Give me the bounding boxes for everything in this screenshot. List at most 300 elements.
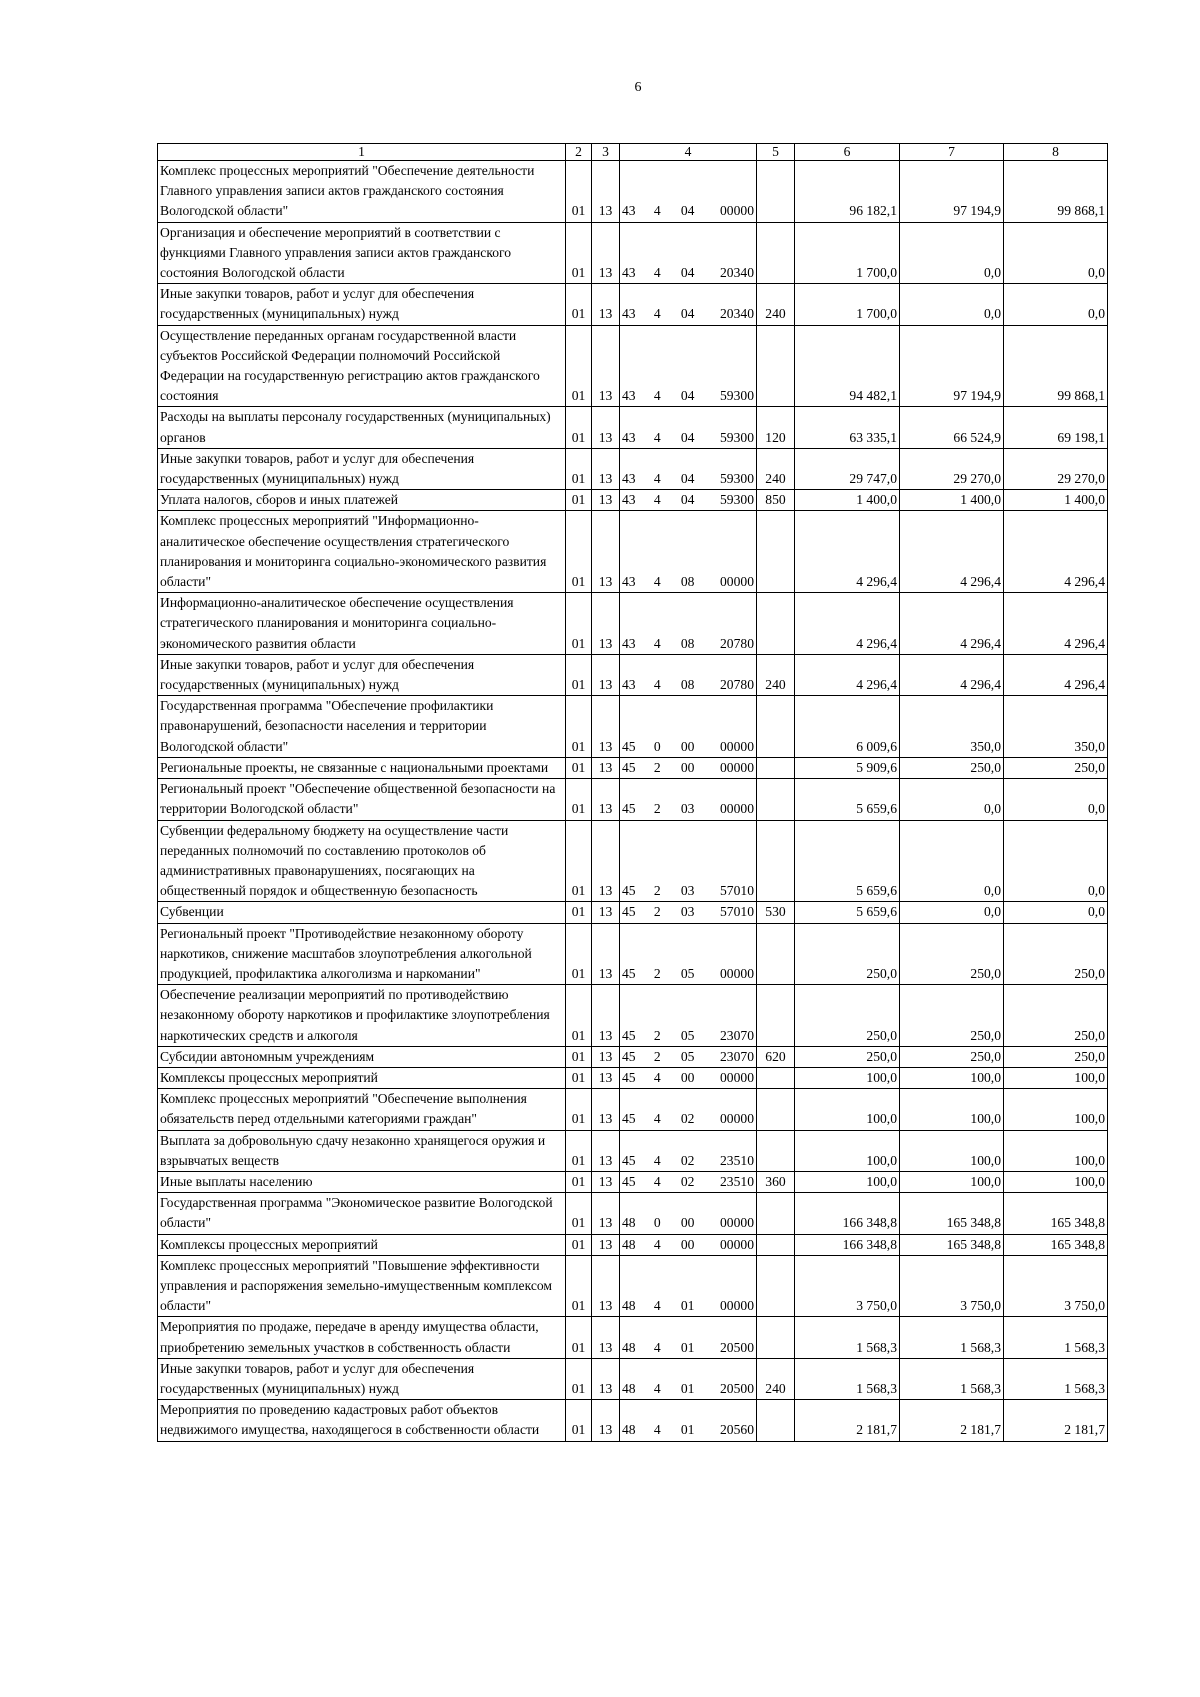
target-article-cell (620, 1400, 757, 1441)
subprogram-code: 4 (653, 1069, 661, 1085)
amount-year-3-cell: 99 868,1 (1004, 161, 1108, 223)
amount-year-3-cell: 4 296,4 (1004, 654, 1108, 695)
event-code: 08 (680, 677, 695, 693)
amount-year-3-cell: 4 296,4 (1004, 593, 1108, 655)
subprogram-code: 4 (653, 203, 661, 219)
amount-year-1-cell: 4 296,4 (795, 654, 900, 695)
header-cell: 5 (757, 144, 795, 161)
expense-type-cell (757, 1400, 795, 1441)
subsection-code-cell: 13 (592, 448, 620, 489)
subsection-code-cell: 13 (592, 1089, 620, 1130)
program-code: 45 (622, 904, 636, 920)
table-row (158, 696, 1108, 758)
subprogram-code: 2 (653, 1027, 661, 1043)
direction-code: 20560 (720, 1422, 754, 1438)
table-row (158, 222, 1108, 284)
expense-type-cell (757, 985, 795, 1047)
subsection-code-cell: 13 (592, 696, 620, 758)
target-article-cell (620, 1234, 757, 1255)
subsection-code-cell: 13 (592, 593, 620, 655)
table-row (158, 1193, 1108, 1234)
program-code: 45 (622, 1069, 636, 1085)
table-row (158, 490, 1108, 511)
section-code-cell: 01 (566, 593, 592, 655)
direction-code: 00000 (720, 801, 754, 817)
direction-code: 23510 (720, 1152, 754, 1168)
expense-type-cell: 240 (757, 448, 795, 489)
program-code: 48 (622, 1298, 636, 1314)
program-code: 48 (622, 1380, 636, 1396)
table-row (158, 161, 1108, 223)
table-row (158, 902, 1108, 923)
direction-code: 20500 (720, 1339, 754, 1355)
amount-year-2-cell: 250,0 (900, 1046, 1004, 1067)
target-article-cell (620, 1171, 757, 1192)
target-article-cell (620, 284, 757, 325)
subprogram-code: 4 (653, 388, 661, 404)
direction-code: 20340 (720, 265, 754, 281)
direction-code: 00000 (720, 759, 754, 775)
target-article-cell (620, 1358, 757, 1399)
subprogram-code: 2 (653, 759, 661, 775)
table-row (158, 1067, 1108, 1088)
program-code: 43 (622, 429, 636, 445)
target-article-cell (620, 490, 757, 511)
subsection-code-cell: 13 (592, 325, 620, 407)
section-code-cell: 01 (566, 654, 592, 695)
amount-year-1-cell: 166 348,8 (795, 1234, 900, 1255)
subprogram-code: 4 (653, 1422, 661, 1438)
amount-year-2-cell: 165 348,8 (900, 1234, 1004, 1255)
amount-year-1-cell: 1 568,3 (795, 1358, 900, 1399)
event-code: 02 (680, 1152, 695, 1168)
direction-code: 00000 (720, 1069, 754, 1085)
subsection-code-cell: 13 (592, 1400, 620, 1441)
amount-year-1-cell: 1 700,0 (795, 284, 900, 325)
table-row (158, 779, 1108, 820)
table-row (158, 284, 1108, 325)
table-row (158, 1171, 1108, 1192)
program-code: 45 (622, 1173, 636, 1189)
program-code: 45 (622, 801, 636, 817)
program-code: 43 (622, 574, 636, 590)
direction-code: 59300 (720, 388, 754, 404)
subsection-code-cell: 13 (592, 779, 620, 820)
amount-year-1-cell: 100,0 (795, 1171, 900, 1192)
table-row (158, 1317, 1108, 1358)
program-code: 45 (622, 883, 636, 899)
target-article-cell (620, 222, 757, 284)
amount-year-1-cell: 96 182,1 (795, 161, 900, 223)
amount-year-3-cell: 69 198,1 (1004, 407, 1108, 448)
table-row (158, 757, 1108, 778)
amount-year-3-cell: 0,0 (1004, 902, 1108, 923)
expense-type-cell (757, 325, 795, 407)
subsection-code-cell: 13 (592, 1193, 620, 1234)
expense-type-cell (757, 1317, 795, 1358)
amount-year-1-cell: 5 909,6 (795, 757, 900, 778)
section-code-cell: 01 (566, 1046, 592, 1067)
event-code: 04 (680, 388, 695, 404)
section-code-cell: 01 (566, 1171, 592, 1192)
expense-name-cell: Мероприятия по проведению кадастровых работ объектов недвижимого имущества, находящегося в собственности области (158, 1400, 566, 1441)
event-code: 00 (680, 738, 695, 754)
direction-code: 00000 (720, 965, 754, 981)
expense-name-cell: Иные выплаты населению (158, 1171, 566, 1192)
program-code: 45 (622, 1048, 636, 1064)
expense-name-cell: Государственная программа "Обеспечение профилактики правонарушений, безопасности населения и территории Вологодской области" (158, 696, 566, 758)
expense-name-cell: Иные закупки товаров, работ и услуг для обеспечения государственных (муниципальных) нужд (158, 654, 566, 695)
event-code: 02 (680, 1111, 695, 1127)
program-code: 43 (622, 471, 636, 487)
event-code: 00 (680, 1236, 695, 1252)
amount-year-2-cell: 97 194,9 (900, 161, 1004, 223)
expense-type-cell (757, 511, 795, 593)
amount-year-2-cell: 0,0 (900, 820, 1004, 902)
target-article-cell (620, 757, 757, 778)
target-article-cell (620, 923, 757, 985)
table-row (158, 1089, 1108, 1130)
program-code: 43 (622, 306, 636, 322)
section-code-cell: 01 (566, 985, 592, 1047)
budget-table (157, 143, 1108, 1442)
event-code: 00 (680, 1069, 695, 1085)
amount-year-1-cell: 63 335,1 (795, 407, 900, 448)
subprogram-code: 0 (653, 1215, 661, 1231)
event-code: 02 (680, 1173, 695, 1189)
expense-name-cell: Обеспечение реализации мероприятий по противодействию незаконному обороту наркотиков и профилактике злоупотребления наркотических средств и алкоголя (158, 985, 566, 1047)
amount-year-3-cell: 100,0 (1004, 1130, 1108, 1171)
event-code: 04 (680, 203, 695, 219)
direction-code: 00000 (720, 574, 754, 590)
section-code-cell: 01 (566, 923, 592, 985)
table-row (158, 820, 1108, 902)
subsection-code-cell: 13 (592, 490, 620, 511)
expense-type-cell (757, 923, 795, 985)
amount-year-3-cell: 0,0 (1004, 820, 1108, 902)
subprogram-code: 2 (653, 965, 661, 981)
event-code: 04 (680, 265, 695, 281)
section-code-cell: 01 (566, 490, 592, 511)
amount-year-3-cell: 3 750,0 (1004, 1255, 1108, 1317)
amount-year-3-cell: 100,0 (1004, 1089, 1108, 1130)
amount-year-1-cell: 4 296,4 (795, 593, 900, 655)
expense-type-cell (757, 779, 795, 820)
amount-year-2-cell: 350,0 (900, 696, 1004, 758)
amount-year-2-cell: 97 194,9 (900, 325, 1004, 407)
section-code-cell: 01 (566, 448, 592, 489)
amount-year-3-cell: 1 568,3 (1004, 1317, 1108, 1358)
amount-year-3-cell: 0,0 (1004, 284, 1108, 325)
expense-type-cell (757, 1130, 795, 1171)
section-code-cell: 01 (566, 696, 592, 758)
subprogram-code: 2 (653, 801, 661, 817)
header-cell: 8 (1004, 144, 1108, 161)
direction-code: 00000 (720, 1298, 754, 1314)
header-cell: 6 (795, 144, 900, 161)
subsection-code-cell: 13 (592, 654, 620, 695)
subsection-code-cell: 13 (592, 1067, 620, 1088)
target-article-cell (620, 902, 757, 923)
program-code: 43 (622, 203, 636, 219)
program-code: 43 (622, 677, 636, 693)
amount-year-1-cell: 250,0 (795, 1046, 900, 1067)
subprogram-code: 4 (653, 1339, 661, 1355)
program-code: 45 (622, 1152, 636, 1168)
subsection-code-cell: 13 (592, 820, 620, 902)
event-code: 03 (680, 883, 695, 899)
expense-type-cell (757, 1234, 795, 1255)
program-code: 45 (622, 738, 636, 754)
expense-type-cell (757, 222, 795, 284)
section-code-cell: 01 (566, 1255, 592, 1317)
amount-year-1-cell: 1 568,3 (795, 1317, 900, 1358)
expense-name-cell: Осуществление переданных органам государственной власти субъектов Российской Федерации полномочий Российской Федерации на государственную регистрацию актов гражданского состояния (158, 325, 566, 407)
expense-name-cell: Комплекс процессных мероприятий "Обеспечение выполнения обязательств перед отдельными категориями граждан" (158, 1089, 566, 1130)
amount-year-2-cell: 29 270,0 (900, 448, 1004, 489)
expense-name-cell: Комплекс процессных мероприятий "Повышение эффективности управления и распоряжения земельно-имущественным комплексом области" (158, 1255, 566, 1317)
amount-year-2-cell: 3 750,0 (900, 1255, 1004, 1317)
amount-year-3-cell: 100,0 (1004, 1067, 1108, 1088)
event-code: 01 (680, 1422, 695, 1438)
table-row (158, 593, 1108, 655)
target-article-cell (620, 1089, 757, 1130)
subprogram-code: 2 (653, 883, 661, 899)
section-code-cell: 01 (566, 1089, 592, 1130)
subprogram-code: 2 (653, 904, 661, 920)
direction-code: 57010 (720, 904, 754, 920)
subprogram-code: 2 (653, 1048, 661, 1064)
subsection-code-cell: 13 (592, 1234, 620, 1255)
section-code-cell: 01 (566, 325, 592, 407)
amount-year-1-cell: 2 181,7 (795, 1400, 900, 1441)
expense-type-cell (757, 1067, 795, 1088)
amount-year-3-cell: 165 348,8 (1004, 1193, 1108, 1234)
expense-type-cell: 850 (757, 490, 795, 511)
target-article-cell (620, 820, 757, 902)
amount-year-1-cell: 3 750,0 (795, 1255, 900, 1317)
expense-name-cell: Информационно-аналитическое обеспечение осуществления стратегического планирования и мониторинга социально-экономического развития области (158, 593, 566, 655)
target-article-cell (620, 1067, 757, 1088)
direction-code: 00000 (720, 738, 754, 754)
amount-year-3-cell: 29 270,0 (1004, 448, 1108, 489)
program-code: 45 (622, 1027, 636, 1043)
program-code: 43 (622, 635, 636, 651)
subprogram-code: 4 (653, 574, 661, 590)
target-article-cell (620, 1317, 757, 1358)
program-code: 48 (622, 1422, 636, 1438)
direction-code: 23510 (720, 1173, 754, 1189)
subprogram-code: 4 (653, 1152, 661, 1168)
target-article-cell (620, 325, 757, 407)
subprogram-code: 4 (653, 1380, 661, 1396)
event-code: 08 (680, 635, 695, 651)
direction-code: 20340 (720, 306, 754, 322)
event-code: 04 (680, 471, 695, 487)
section-code-cell: 01 (566, 407, 592, 448)
table-row (158, 1234, 1108, 1255)
direction-code: 00000 (720, 203, 754, 219)
target-article-cell (620, 511, 757, 593)
amount-year-3-cell: 250,0 (1004, 985, 1108, 1047)
amount-year-2-cell: 1 568,3 (900, 1358, 1004, 1399)
program-code: 48 (622, 1236, 636, 1252)
direction-code: 59300 (720, 492, 754, 508)
amount-year-1-cell: 100,0 (795, 1067, 900, 1088)
expense-name-cell: Организация и обеспечение мероприятий в соответствии с функциями Главного управления записи актов гражданского состояния Вологодской области (158, 222, 566, 284)
expense-name-cell: Иные закупки товаров, работ и услуг для обеспечения государственных (муниципальных) нужд (158, 448, 566, 489)
direction-code: 57010 (720, 883, 754, 899)
subsection-code-cell: 13 (592, 1358, 620, 1399)
header-cell: 4 (620, 144, 757, 161)
amount-year-3-cell: 250,0 (1004, 1046, 1108, 1067)
section-code-cell: 01 (566, 1358, 592, 1399)
expense-type-cell: 240 (757, 1358, 795, 1399)
amount-year-2-cell: 2 181,7 (900, 1400, 1004, 1441)
target-article-cell (620, 696, 757, 758)
amount-year-2-cell: 250,0 (900, 923, 1004, 985)
table-header-row (158, 144, 1108, 161)
subprogram-code: 4 (653, 306, 661, 322)
section-code-cell: 01 (566, 1317, 592, 1358)
event-code: 05 (680, 1048, 695, 1064)
amount-year-1-cell: 6 009,6 (795, 696, 900, 758)
event-code: 05 (680, 1027, 695, 1043)
subsection-code-cell: 13 (592, 1255, 620, 1317)
direction-code: 00000 (720, 1111, 754, 1127)
subsection-code-cell: 13 (592, 222, 620, 284)
program-code: 45 (622, 965, 636, 981)
direction-code: 23070 (720, 1048, 754, 1064)
expense-type-cell: 360 (757, 1171, 795, 1192)
subsection-code-cell: 13 (592, 923, 620, 985)
amount-year-3-cell: 99 868,1 (1004, 325, 1108, 407)
header-cell: 2 (566, 144, 592, 161)
section-code-cell: 01 (566, 1193, 592, 1234)
expense-name-cell: Региональный проект "Противодействие незаконному обороту наркотиков, снижение масштабов злоупотребления алкогольной продукцией, профилактика алкоголизма и наркомании" (158, 923, 566, 985)
expense-type-cell (757, 1255, 795, 1317)
direction-code: 20500 (720, 1380, 754, 1396)
amount-year-2-cell: 4 296,4 (900, 593, 1004, 655)
subsection-code-cell: 13 (592, 1130, 620, 1171)
section-code-cell: 01 (566, 161, 592, 223)
expense-name-cell: Расходы на выплаты персоналу государственных (муниципальных) органов (158, 407, 566, 448)
event-code: 04 (680, 429, 695, 445)
amount-year-1-cell: 29 747,0 (795, 448, 900, 489)
expense-type-cell: 240 (757, 284, 795, 325)
amount-year-2-cell: 250,0 (900, 985, 1004, 1047)
amount-year-2-cell: 0,0 (900, 779, 1004, 820)
direction-code: 59300 (720, 429, 754, 445)
amount-year-1-cell: 4 296,4 (795, 511, 900, 593)
amount-year-3-cell: 350,0 (1004, 696, 1108, 758)
expense-name-cell: Комплекс процессных мероприятий "Обеспечение деятельности Главного управления записи актов гражданского состояния Вологодской области" (158, 161, 566, 223)
table-row (158, 654, 1108, 695)
table-row (158, 407, 1108, 448)
expense-type-cell (757, 1193, 795, 1234)
table-row (158, 1130, 1108, 1171)
table-row (158, 1255, 1108, 1317)
subsection-code-cell: 13 (592, 757, 620, 778)
direction-code: 00000 (720, 1236, 754, 1252)
amount-year-1-cell: 100,0 (795, 1089, 900, 1130)
amount-year-2-cell: 100,0 (900, 1089, 1004, 1130)
table-row (158, 923, 1108, 985)
program-code: 48 (622, 1339, 636, 1355)
subsection-code-cell: 13 (592, 902, 620, 923)
page-number: 6 (634, 80, 642, 95)
header-cell: 3 (592, 144, 620, 161)
expense-name-cell: Выплата за добровольную сдачу незаконно хранящегося оружия и взрывчатых веществ (158, 1130, 566, 1171)
target-article-cell (620, 448, 757, 489)
expense-type-cell (757, 161, 795, 223)
amount-year-1-cell: 5 659,6 (795, 779, 900, 820)
amount-year-3-cell: 0,0 (1004, 222, 1108, 284)
subprogram-code: 4 (653, 1298, 661, 1314)
event-code: 03 (680, 801, 695, 817)
section-code-cell: 01 (566, 1067, 592, 1088)
event-code: 03 (680, 904, 695, 920)
expense-name-cell: Региональные проекты, не связанные с национальными проектами (158, 757, 566, 778)
event-code: 00 (680, 759, 695, 775)
subsection-code-cell: 13 (592, 1317, 620, 1358)
table-row (158, 1046, 1108, 1067)
expense-type-cell: 530 (757, 902, 795, 923)
amount-year-1-cell: 1 700,0 (795, 222, 900, 284)
amount-year-3-cell: 1 400,0 (1004, 490, 1108, 511)
amount-year-1-cell: 166 348,8 (795, 1193, 900, 1234)
program-code: 43 (622, 492, 636, 508)
expense-type-cell (757, 820, 795, 902)
subsection-code-cell: 13 (592, 511, 620, 593)
amount-year-2-cell: 1 400,0 (900, 490, 1004, 511)
amount-year-2-cell: 66 524,9 (900, 407, 1004, 448)
subprogram-code: 4 (653, 429, 661, 445)
amount-year-2-cell: 0,0 (900, 902, 1004, 923)
amount-year-3-cell: 1 568,3 (1004, 1358, 1108, 1399)
event-code: 08 (680, 574, 695, 590)
target-article-cell (620, 1193, 757, 1234)
direction-code: 23070 (720, 1027, 754, 1043)
expense-name-cell: Мероприятия по продаже, передаче в аренду имущества области, приобретению земельных участков в собственность области (158, 1317, 566, 1358)
target-article-cell (620, 1130, 757, 1171)
amount-year-2-cell: 250,0 (900, 757, 1004, 778)
expense-name-cell: Комплексы процессных мероприятий (158, 1067, 566, 1088)
subprogram-code: 4 (653, 677, 661, 693)
amount-year-2-cell: 100,0 (900, 1067, 1004, 1088)
amount-year-1-cell: 250,0 (795, 985, 900, 1047)
target-article-cell (620, 407, 757, 448)
table-row (158, 1358, 1108, 1399)
subprogram-code: 4 (653, 1111, 661, 1127)
target-article-cell (620, 1046, 757, 1067)
amount-year-3-cell: 165 348,8 (1004, 1234, 1108, 1255)
target-article-cell (620, 654, 757, 695)
direction-code: 59300 (720, 471, 754, 487)
target-article-cell (620, 161, 757, 223)
expense-name-cell: Комплекс процессных мероприятий "Информационно-аналитическое обеспечение осуществления стратегического планирования и мониторинга социально-экономического развития области" (158, 511, 566, 593)
subprogram-code: 4 (653, 635, 661, 651)
subsection-code-cell: 13 (592, 407, 620, 448)
amount-year-2-cell: 0,0 (900, 284, 1004, 325)
direction-code: 00000 (720, 1215, 754, 1231)
expense-name-cell: Иные закупки товаров, работ и услуг для обеспечения государственных (муниципальных) нужд (158, 284, 566, 325)
expense-name-cell: Региональный проект "Обеспечение общественной безопасности на территории Вологодской области" (158, 779, 566, 820)
subsection-code-cell: 13 (592, 161, 620, 223)
expense-name-cell: Субвенции (158, 902, 566, 923)
expense-type-cell (757, 593, 795, 655)
subprogram-code: 4 (653, 265, 661, 281)
